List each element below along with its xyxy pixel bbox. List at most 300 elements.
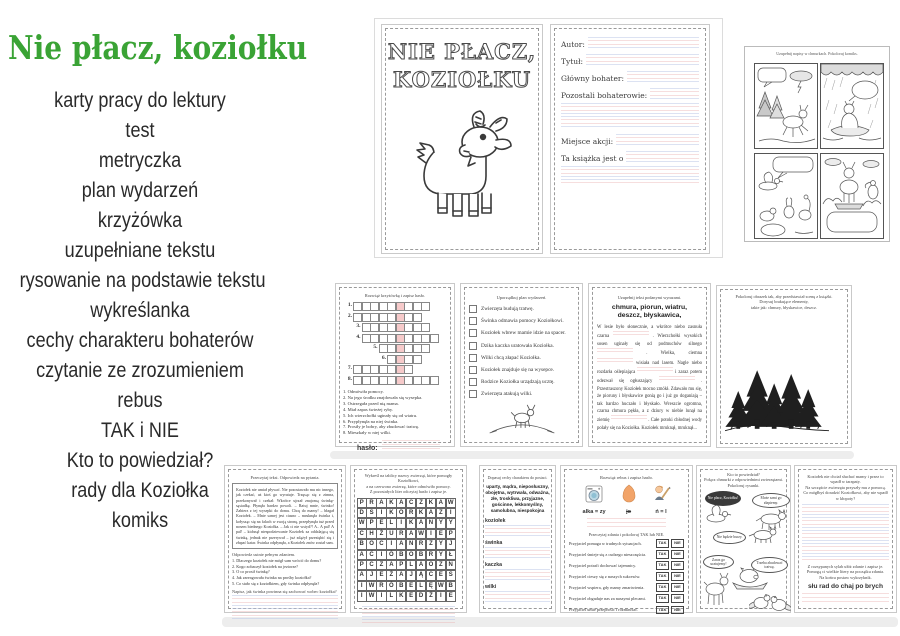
duck-illustration [702, 505, 732, 527]
ruled-line [650, 88, 699, 100]
nie-box: NIE [671, 550, 684, 559]
taknie-list [569, 539, 684, 614]
number-box [469, 366, 477, 374]
comic-panel-1 [754, 63, 818, 149]
event-text: Dzika kaczka uratowała Koziołka. [481, 342, 554, 349]
letter-row [357, 550, 461, 560]
letter-row [357, 518, 461, 528]
cloze-text-segment: . Wielka, ciemna [646, 351, 703, 357]
rady-intro [802, 474, 889, 501]
speech-bubble: Trzeba zbudować tratwę. [751, 557, 788, 573]
letter-cell: Ą [416, 570, 426, 580]
feature-item: rebus [117, 389, 163, 412]
letter-cell: Y [436, 550, 446, 560]
field-label: Główny bohater: [561, 74, 624, 83]
instruction-line: Dorysuj brakujące elementy, [759, 299, 809, 305]
letter-cell: B [416, 550, 426, 560]
letter-cell: R [376, 581, 386, 591]
number-box [469, 390, 477, 398]
question-list [232, 558, 338, 586]
beavers-illustration [749, 589, 791, 615]
letter-cell: Ó [386, 581, 396, 591]
crossword-clue: 1. Odmówiła pomocy. [343, 389, 384, 394]
letter-cell: A [396, 570, 406, 580]
character-label: kaczka [485, 562, 503, 568]
worksheet-uzupelnianie-page [588, 283, 711, 447]
instruction-line: Pomogą ci wielkie litery na początku zdania. [806, 569, 885, 575]
feature-item: TAK i NIE [101, 419, 179, 442]
letter-cell: A [416, 518, 426, 528]
letter-cell: B [446, 581, 456, 591]
feature-item: rysowanie na podstawie tekstu [19, 269, 266, 292]
letter-cell: E [446, 591, 456, 601]
letter-cell: B [396, 550, 406, 560]
cechy-instruction: Dopasuj cechy charakteru do postaci. [487, 475, 548, 480]
syllable: chaj [840, 583, 854, 591]
answer-lines [382, 440, 440, 452]
letter-cell: I [446, 508, 456, 518]
event-row [469, 305, 574, 313]
letter-cell: Z [376, 560, 386, 570]
rebus-item [621, 484, 637, 515]
answer-lines [587, 518, 666, 528]
letter-cell: N [446, 560, 456, 570]
letter-cell: N [426, 518, 436, 528]
letter-cell: C [406, 498, 416, 508]
nie-box: NIE [671, 583, 684, 592]
crossword-clue: 7. Prosiły je bobry, aby zbudować tratwę. [343, 424, 420, 430]
worksheet-rady-page [794, 465, 897, 613]
komiks-instruction: Uzupełnij napisy w chmurkach. Pokoloruj komiks. [776, 51, 858, 56]
worksheet-ktoto-page [696, 465, 791, 613]
letter-cell: A [386, 560, 396, 570]
feature-item: wykreślanka [90, 299, 190, 322]
fill-blank [613, 331, 649, 337]
crossword-clue: 5. Ich wierzchołki uginały się od wiatru. [343, 412, 418, 418]
metryczka-form [561, 37, 699, 241]
letter-cell: O [396, 508, 406, 518]
number-box [469, 305, 477, 313]
letter-cell: P [357, 560, 367, 570]
letter-cell: I [426, 529, 436, 539]
statement-text: Przyjaciel wspiera, gdy mamy zmartwienia. [569, 585, 645, 591]
worksheet-rebus-page [560, 465, 693, 613]
syllable-instruction [802, 564, 889, 580]
letter-cell: Y [436, 518, 446, 528]
letter-cell: Ż [376, 529, 386, 539]
character-list [485, 518, 550, 603]
cloze-text-segment: wisiała nad lasem. Nagle niebo rozdarła oślepiająca [597, 360, 702, 376]
event-list [469, 305, 574, 398]
syllable-row [808, 583, 883, 590]
character-label: wilki [485, 584, 497, 590]
letter-cell: R [426, 550, 436, 560]
cover-title-line2: KOZIOŁKU [392, 67, 532, 92]
instruction-line: a na czerwono zwierzę, które odmówiło pomocy. [366, 483, 451, 489]
letter-cell: Y [436, 539, 446, 549]
event-row [469, 317, 574, 325]
feature-item: komiks [111, 509, 169, 532]
clue-number: 3. [356, 323, 361, 329]
fill-blank [637, 367, 673, 373]
letter-cell: A [396, 539, 406, 549]
crossword-cell [421, 344, 430, 353]
letter-row [357, 570, 461, 580]
nie-box: NIE [671, 572, 684, 581]
event-row [469, 342, 574, 350]
letter-cell: W [416, 529, 426, 539]
letter-cell: Z [436, 508, 446, 518]
instruction-line: Z rozsypanych sylab ułóż zdanie i zapisz je. [807, 564, 884, 570]
field-label: Ta książka jest o [561, 154, 624, 163]
feature-item: Kto to powiedział? [66, 449, 214, 472]
worksheet-rysowanie-page [716, 285, 852, 448]
statement-text: Przyjaciel cieszy się z naszych sukcesów. [569, 574, 641, 580]
letter-cell: Y [446, 518, 456, 528]
letter-cell: B [396, 581, 406, 591]
letter-cell: W [357, 518, 367, 528]
tak-box: TAK [656, 572, 669, 581]
crossword-cell [413, 355, 422, 364]
crossword-cell [430, 334, 439, 343]
letter-cell: C [357, 529, 367, 539]
clue-number: 5. [373, 344, 378, 350]
rebus-caption: ń = l [655, 509, 667, 515]
syllable: rad [819, 583, 830, 591]
letter-cell: K [386, 508, 396, 518]
speech-bubble: Nie będzie burzy. [713, 531, 746, 544]
letter-cell: I [376, 508, 386, 518]
speech-bubble: Może sami go złapiemy. [752, 493, 790, 508]
crossword-row [343, 302, 447, 313]
letter-cell: D [416, 591, 426, 601]
statement-text: Przyjaciel potrafi dochować tajemnicy. [569, 562, 637, 568]
cloze-text-segment: . Wierzchołki wysokich sosen uginały się od podmuchów silnego [597, 334, 703, 347]
ruled-area [561, 166, 699, 186]
story-text: Koziołek nie umiał pływać. Nie pozostawało mu nic innego, jak czekać, aż ktoś go wyratuje. Trzęsąc się z zimna, przekonywał i czekał. Wkrótce ujrzał znajomą świnkę-sąsiadkę. Płynęła bardzo powoli. – Ratuj mnie, świnko! Zabierz z tej wysepki do domu. Chcę do mamy! – błagał Koziołek. – Mnie samej jest ciasno – mruknęła świnka i, kołysząc się na falach w swoją stronę, przepłynęła tuż przed nosem biednego Koziołka. – Jak ci nie wstyd?! A.. A pal! A pal! – kichnął niespodziewanie Koziołek za oddalającą się świnką, jednak nie przerywał – już zdążył przeziębić się i złapać katar. Świnka odpłynęła, a Koziołek znów został sam. [232, 483, 338, 549]
question-line: 5. Co stało się z koziołkiem, gdy świnka odpłynęła? [232, 580, 320, 586]
letter-cell: R [416, 539, 426, 549]
feature-item: metryczka [98, 149, 182, 172]
taknie-row [569, 550, 684, 559]
matching-area [701, 489, 786, 606]
crossword-clue: 3. Ostrzegała przed nią mama. [343, 400, 399, 406]
instruction-line: Wykreśl na tablicy nazwy zwierząt, które pomogły Koziołkowi, [364, 473, 453, 484]
washing-machine-icon [585, 485, 603, 503]
metryczka-field [561, 151, 699, 163]
ruled-area [485, 569, 550, 581]
letter-cell: Z [416, 498, 426, 508]
letter-cell: A [416, 560, 426, 570]
taknie-row [569, 561, 684, 570]
letter-cell: W [366, 591, 376, 601]
goat-on-hill-illustration [487, 403, 557, 435]
letter-cell: K [396, 591, 406, 601]
letter-cell: S [366, 508, 376, 518]
uzupelnianie-instruction: Uzupełnij tekst podanymi wyrazami. [617, 295, 682, 300]
letter-cell: B [357, 539, 367, 549]
letter-cell: Ż [386, 570, 396, 580]
rysowanie-instruction [725, 294, 843, 310]
event-row [469, 378, 574, 386]
statement-text: Przyjaciel umie przeprosić i rozmawiać. [569, 607, 639, 613]
letter-cell: I [357, 581, 367, 591]
letter-row [357, 529, 461, 539]
letter-cell: A [357, 550, 367, 560]
letter-cell: R [406, 508, 416, 518]
letter-cell: L [386, 518, 396, 528]
comic-panel-3 [754, 153, 818, 239]
syllable: do [830, 583, 840, 591]
statement-text: Przyjaciel pomaga w trudnych sytuacjach. [569, 540, 642, 546]
tak-box: TAK [656, 550, 669, 559]
oral-header: Odpowiedz ustnie pełnym zdaniem. [232, 552, 296, 558]
instruction-line: Kto to powiedział? [727, 472, 760, 477]
syllable: słu [808, 583, 818, 591]
letter-cell: C [366, 560, 376, 570]
letter-cell: K [416, 508, 426, 518]
letter-cell: E [406, 581, 416, 591]
pine-trees-illustration [725, 343, 829, 439]
letter-cell: E [376, 570, 386, 580]
letter-cell: D [357, 508, 367, 518]
goat-illustration [417, 111, 511, 216]
letter-cell: Z [426, 539, 436, 549]
instruction-line: Na końcu postaw wykrzyknik. [819, 574, 872, 580]
tak-box: TAK [656, 539, 669, 548]
crossword-cell [404, 365, 413, 374]
letter-cell: C [376, 539, 386, 549]
letter-cell: S [446, 570, 456, 580]
intro-line: Co mógłbyś doradzić Koziołkowi, aby nie wpadł w kłopoty? [803, 490, 888, 501]
number-box [469, 342, 477, 350]
letter-cell: W [436, 581, 446, 591]
metryczka-field [561, 88, 699, 100]
letter-cell: E [406, 591, 416, 601]
worksheet-cover-page [381, 24, 543, 254]
letter-cell: A [396, 498, 406, 508]
clue-number: 6. [381, 354, 386, 361]
letter-row [357, 498, 461, 508]
character-label: świnka [485, 540, 503, 546]
egg-icon [621, 484, 637, 503]
metryczka-field [561, 71, 699, 83]
statement-text: Przyjaciel śmieje się z cudzego nieszczęścia. [569, 551, 647, 557]
letter-cell: O [426, 560, 436, 570]
letter-cell: L [386, 591, 396, 601]
instruction-line: takie jak: chmury, błyskawice, deszcz. [751, 304, 817, 310]
worksheet-plan-page [460, 283, 583, 447]
fill-blank [597, 358, 633, 364]
letter-cell: A [426, 508, 436, 518]
taknie-row [569, 606, 684, 615]
taknie-row [569, 572, 684, 581]
instruction-line: Połącz chmurki z odpowiednimi zwierzętami. [704, 477, 783, 483]
taknie-instruction: Przeczytaj zdania i pokoloruj TAK lub NIE. [588, 532, 665, 537]
crossword-clue: 2. Na jego środku znajdowała się wysepka. [343, 394, 423, 400]
letter-row [357, 581, 461, 591]
letter-cell: A [406, 529, 416, 539]
event-text: Świnka odmawia pomocy Koziołkowi. [481, 318, 564, 325]
worksheet-wykreslanka-page [350, 465, 467, 613]
clue-number: 7. [347, 365, 352, 371]
field-label: Tytuł: [561, 57, 584, 66]
boy-with-pencil-icon [652, 484, 671, 503]
feature-item: cechy charakteru bohaterów [26, 329, 254, 352]
fill-blank [659, 376, 695, 382]
letter-cell: L [416, 581, 426, 591]
speech-bubble: Nie płacz, Koziołku! [705, 491, 741, 506]
rebus-items [575, 484, 678, 515]
answer-lines [232, 595, 338, 619]
word-bank: chmura, piorun, wiatru, deszcz, błyskawica, [611, 304, 688, 319]
feature-item: karty pracy do lektury [54, 89, 226, 112]
feature-item: uzupełniane tekstu [64, 239, 216, 262]
field-label: Pozostali bohaterowie: [561, 91, 648, 100]
letter-cell: L [406, 560, 416, 570]
cloze-text-segment: . Całe potoki chłodnej wody polały się na Koziołka. Koziołek mruknął, mruknął... [597, 418, 703, 431]
answer-lines [802, 504, 889, 560]
letter-cell: I [376, 550, 386, 560]
event-text: Zwierzęta budują tratwę. [481, 306, 534, 312]
letter-cell: I [376, 591, 386, 601]
ruled-area [485, 525, 550, 537]
comic-panel-4 [820, 153, 884, 239]
number-box [469, 354, 477, 362]
letter-cell: Ć [366, 550, 376, 560]
feature-item: czytanie ze zrozumieniem [36, 359, 244, 382]
taknie-row [569, 583, 684, 592]
nie-box: NIE [671, 539, 684, 548]
tak-box: TAK [656, 594, 669, 603]
metryczka-field [561, 134, 699, 146]
letter-cell: Ł [446, 550, 456, 560]
intro-line: Koziołek nie chciał słuchać mamy i przez to wpadł w tarapaty. [807, 474, 884, 485]
letter-cell: O [406, 550, 416, 560]
event-text: Zwierzęta atakują wilki. [481, 391, 533, 398]
word-search-grid [357, 498, 461, 602]
ruled-line [586, 54, 699, 66]
nie-box: NIE [671, 606, 684, 615]
page-title: Nie płacz, koziołku [8, 28, 308, 67]
letter-cell: A [376, 498, 386, 508]
letter-cell: K [426, 498, 436, 508]
field-label: Miejsce akcji: [561, 137, 614, 146]
letter-cell: Ż [426, 591, 436, 601]
rebus-caption: alka = zy [582, 509, 606, 515]
letter-cell: K [386, 498, 396, 508]
crossword-clues [343, 389, 447, 436]
letter-cell: E [376, 518, 386, 528]
crossword-grid [343, 302, 447, 386]
ruled-line [616, 134, 699, 146]
plan-instruction: Uporządkuj plan wydarzeń. [496, 295, 547, 300]
metryczka-field [561, 37, 699, 49]
letter-cell: N [406, 539, 416, 549]
letter-cell: I [396, 518, 406, 528]
clue-number: 4. [356, 333, 361, 340]
event-text: Koziołek znajduje się na wysepce. [481, 366, 555, 373]
haslo-row [343, 440, 447, 452]
syllable: brych [865, 583, 883, 591]
crossword-clue: 6. Przypłynęła na niej świnka. [343, 418, 399, 424]
ruled-area [485, 547, 550, 559]
tak-box: TAK [656, 583, 669, 592]
letter-cell: I [357, 591, 367, 601]
letter-cell: U [386, 529, 396, 539]
statement-text: Przyjaciel obgaduje nas za naszymi plecami. [569, 596, 646, 602]
ktoto-instruction [701, 472, 786, 488]
cloze-text [597, 324, 702, 432]
crossword-row [343, 376, 447, 387]
feature-item: test [125, 119, 155, 142]
letter-row [357, 539, 461, 549]
letter-cell: K [406, 518, 416, 528]
feature-item: krzyżówka [97, 209, 183, 232]
speech-bubble: Zaraz go uratujemy! [703, 555, 734, 569]
letter-cell: A [436, 498, 446, 508]
instruction-line: Z pozostałych liter odczytaj hasło i zapisz je. [369, 489, 448, 495]
comic-panels [754, 63, 882, 239]
czytanie-instruction: Przeczytaj tekst. Odpowiedz na pytania. [250, 475, 320, 480]
crossword-cell [421, 302, 430, 311]
taknie-row [569, 539, 684, 548]
event-text: Koziołek wbrew mamie idzie na spacer. [481, 330, 566, 337]
event-text: Rodzice Koziołka urządzają ucztę. [481, 379, 555, 386]
rebus-item [652, 484, 671, 515]
letter-cell: J [406, 570, 416, 580]
letter-cell: W [446, 498, 456, 508]
crossword-cell [421, 323, 430, 332]
letter-cell: W [366, 581, 376, 591]
letter-cell: E [436, 570, 446, 580]
cover-title-line1: NIE PŁACZ, [387, 39, 537, 64]
letter-cell: P [366, 518, 376, 528]
letter-row [357, 591, 461, 601]
question-line: 2. Kogo zobaczył koziołek na jeziorze? [232, 563, 299, 569]
nie-box: NIE [671, 594, 684, 603]
worksheet-krzyzowka-page [335, 283, 455, 453]
crossword-row [369, 344, 448, 355]
ruled-line [627, 71, 699, 83]
letter-row [357, 560, 461, 570]
letter-cell: Ę [426, 581, 436, 591]
letter-cell: Ó [386, 550, 396, 560]
crossword-row [343, 365, 447, 376]
trait-words: uparty, mądra, nieposłuszny, obojętna, wytrwała, odważna, złe, troskliwa, przyjazne, gościnne, lekkomyślny, samolubna, niespokojna [485, 484, 550, 513]
crossword-row [352, 334, 448, 345]
letter-row [357, 508, 461, 518]
wolves-illustration [747, 509, 791, 543]
haslo-label: hasło: [357, 445, 378, 453]
event-row [469, 390, 574, 398]
intro-line: Na szczęście zwierzęta przyszły mu z pomocą. [805, 484, 886, 490]
letter-cell: E [436, 529, 446, 539]
feature-item: rady dla Koziołka [71, 479, 209, 502]
letter-cell: J [446, 539, 456, 549]
fill-blank [597, 348, 633, 354]
worksheet-komiks-page [744, 46, 890, 242]
crossword-clue: 8. Mieszkały w niej wilki. [343, 430, 391, 436]
letter-cell: R [396, 529, 406, 539]
letter-cell: H [366, 529, 376, 539]
comic-panel-2 [820, 63, 884, 149]
letter-cell: P [396, 560, 406, 570]
field-label: Autor: [561, 40, 585, 49]
crossword-cell [430, 376, 439, 385]
crossword-cell [413, 313, 422, 322]
number-box [469, 378, 477, 386]
